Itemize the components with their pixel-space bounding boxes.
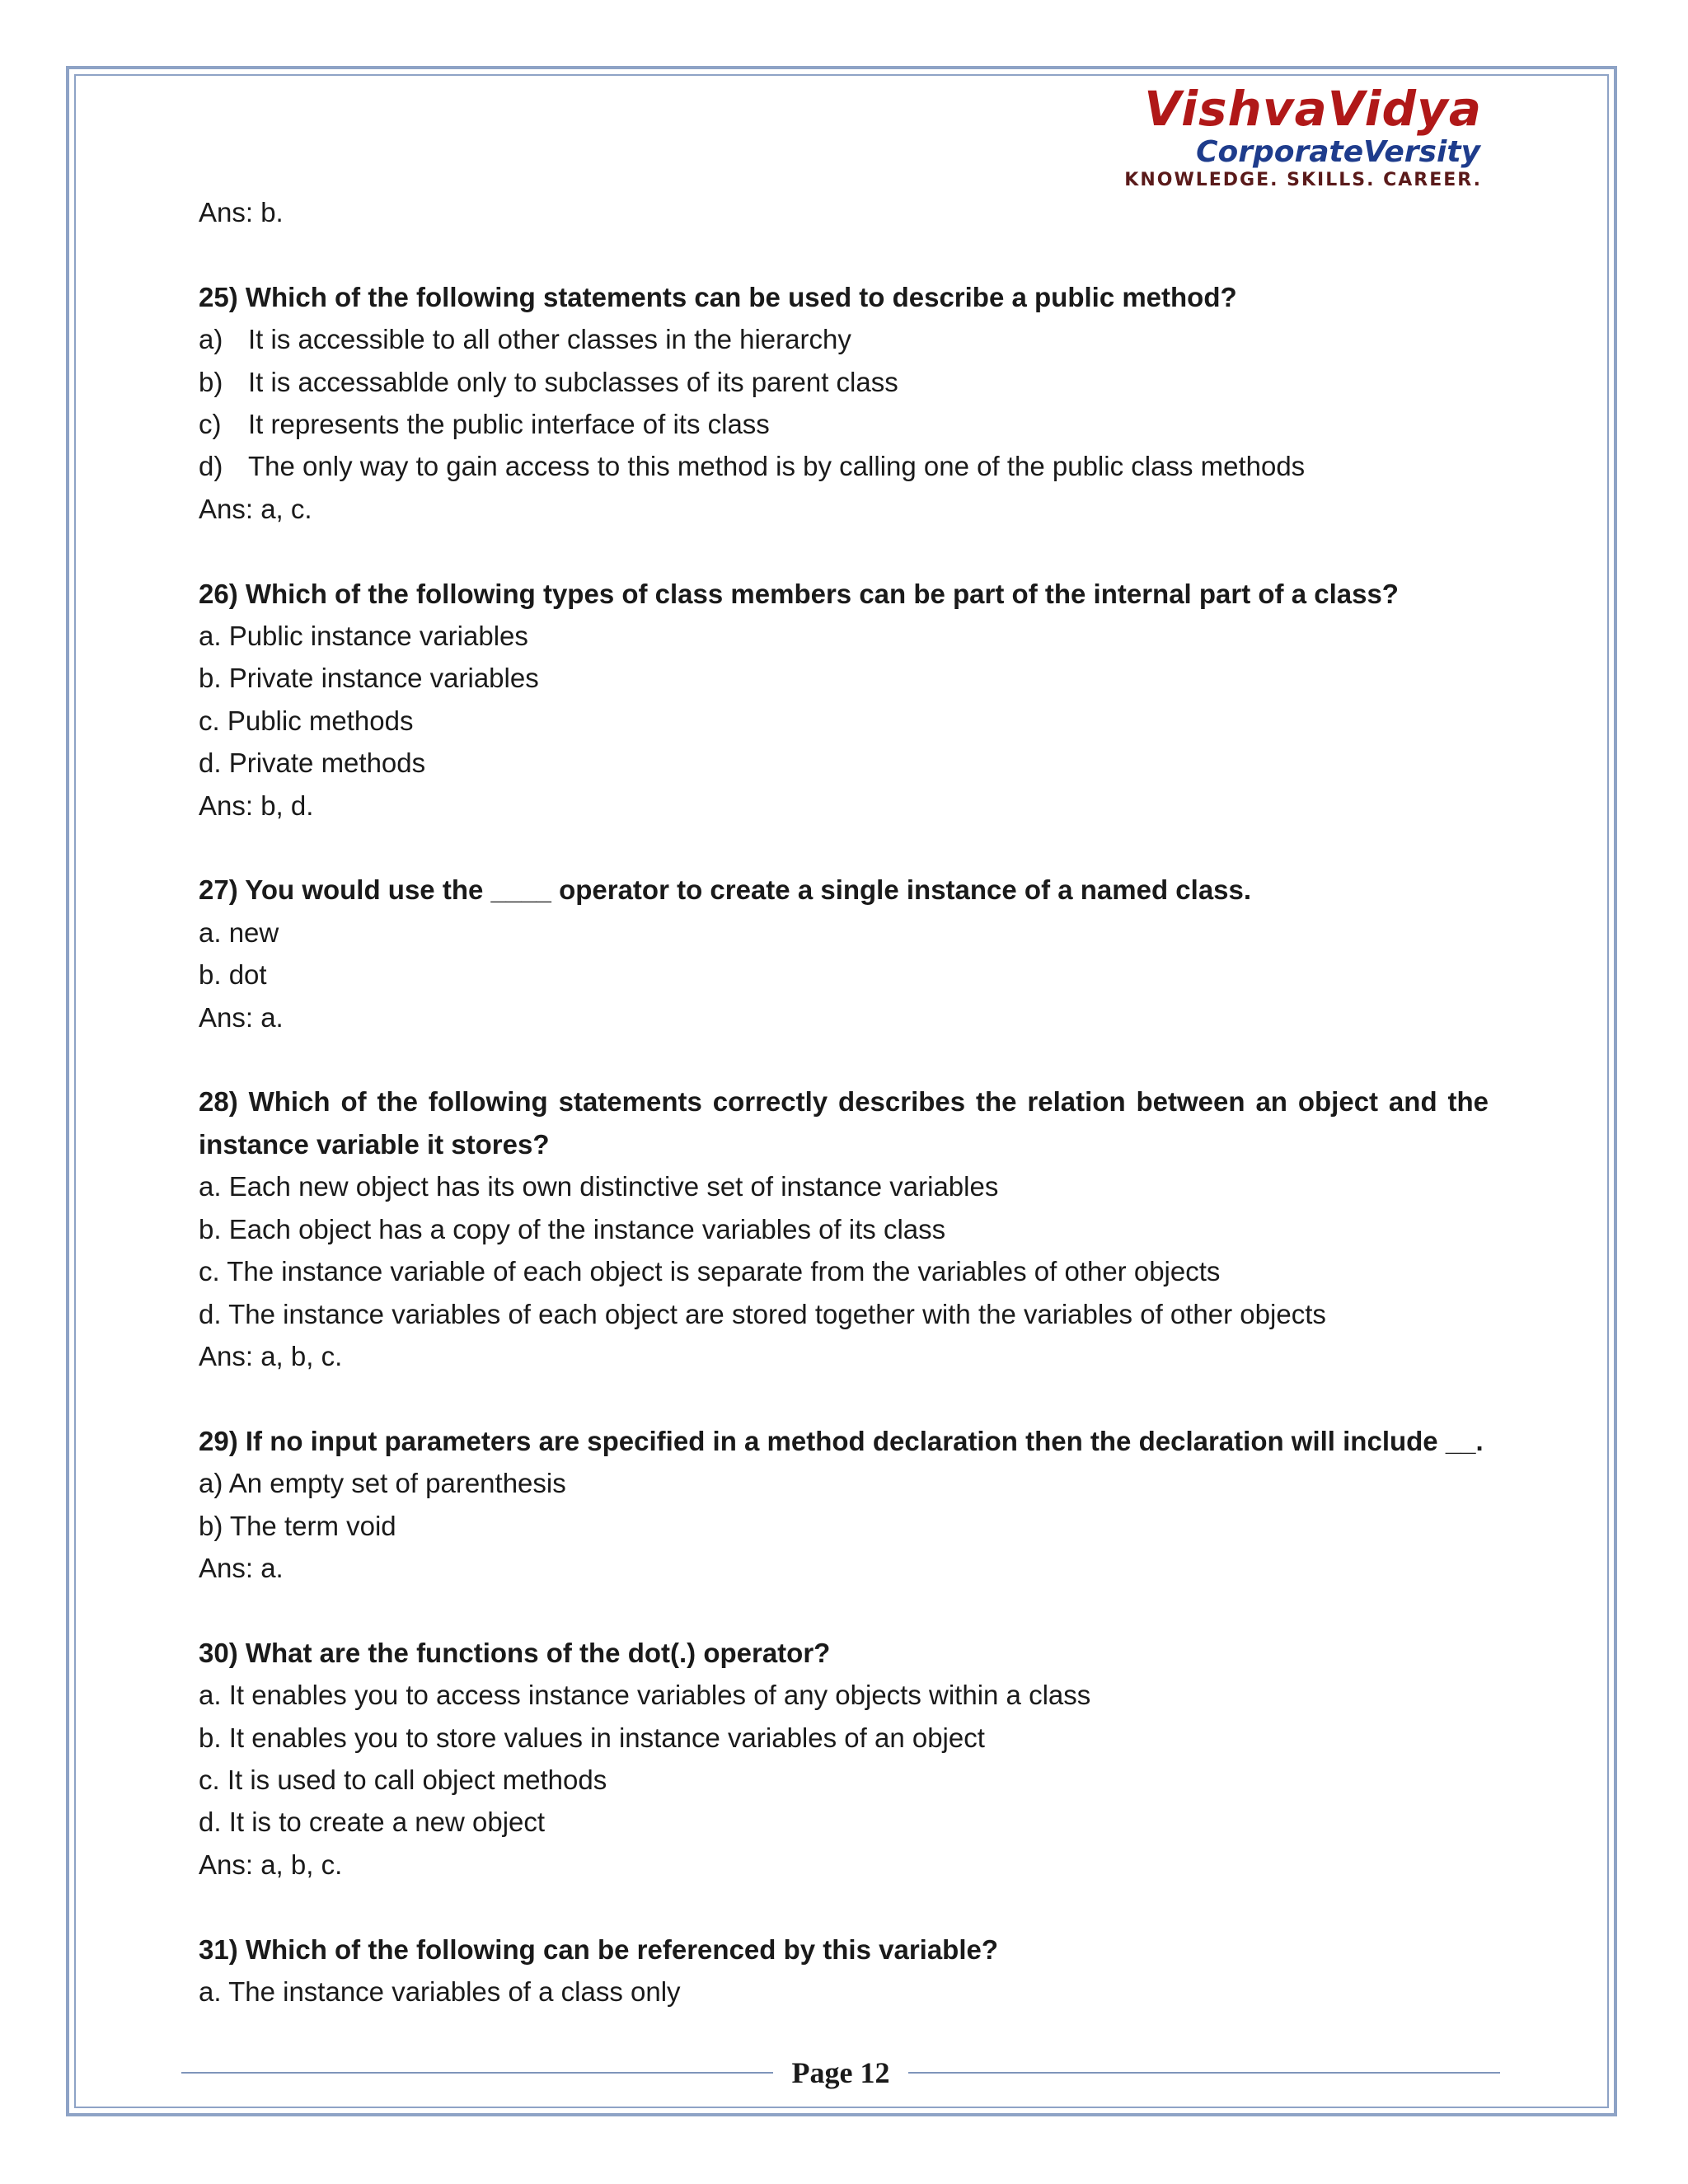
option-item: a) An empty set of parenthesis [199,1468,566,1499]
option-label: b) [199,366,223,397]
option-item: a. It enables you to access instance variables of any objects within a class [199,1680,1091,1711]
answer-line: Ans: a, b, c. [199,1849,343,1880]
answer-line: Ans: a. [199,1001,284,1033]
option-item: b. Private instance variables [199,663,539,694]
option-item [199,445,1489,487]
option-text: It represents the public interface of its class [248,409,770,440]
answer-line: Ans: a, c. [199,493,312,524]
option-item [199,361,1489,403]
answer-line: Ans: a. [199,1552,284,1583]
question-heading: 25) Which of the following statements can be used to describe a public method? [199,281,1237,312]
option-item: a. The instance variables of a class only [199,1975,681,2007]
answer-line: Ans: b. [199,197,284,227]
option-item: b. It enables you to store values in instance variables of an object [199,1722,985,1753]
question-heading: 29) If no input parameters are specified in a method declaration then the declaration will include __. [199,1425,1484,1456]
question-heading: 31) Which of the following can be referenced by this variable? [199,1933,999,1965]
option-item: a. new [199,916,279,948]
option-item [199,318,1489,360]
option-item: d. It is to create a new object [199,1807,546,1838]
question-heading: 26) Which of the following types of class members can be part of the internal part of a class? [199,578,1399,609]
option-item: b. dot [199,959,267,991]
option-item: c. It is used to call object methods [199,1764,607,1795]
option-item: c. Public methods [199,705,414,736]
answer-line: Ans: a, b, c. [199,1340,343,1371]
answer-line: Ans: b, d. [199,790,314,821]
question-heading: 30) What are the functions of the dot(.) operator? [199,1637,831,1668]
option-item: d. Private methods [199,748,426,779]
option-item: b) The term void [199,1510,396,1541]
footer-rule-right [908,2072,1500,2074]
option-text: It is accessible to all other classes in the hierarchy [248,324,851,355]
option-item: b. Each object has a copy of the instance variables of its class [199,1213,946,1244]
option-item: a. Each new object has its own distinctive set of instance variables [199,1171,999,1202]
option-item: d. The instance variables of each object are stored together with the variables of other objects [199,1298,1326,1329]
option-item: c. The instance variable of each object is separate from the variables of other objects [199,1256,1221,1287]
option-label: d) [199,451,223,482]
brand-tagline: KNOWLEDGE. SKILLS. CAREER. [1124,170,1482,190]
brand-logo [1124,82,1482,191]
question-heading: 28) Which of the following statements correctly describes the relation between an object and the instance variable it stores? [199,1086,1489,1160]
option-item: a. Public instance variables [199,621,528,652]
option-text: The only way to gain access to this method is by calling one of the public class methods [248,451,1306,482]
document-body [199,191,1489,2013]
page-footer [181,2052,1500,2093]
option-label: a) [199,324,223,355]
option-label: c) [199,409,222,440]
page-number: Page 12 [791,2056,890,2089]
option-item [199,403,1489,445]
brand-subtitle: CorporateVersity [1196,135,1480,169]
option-text: It is accessablde only to subclasses of its parent class [248,366,898,397]
question-heading: 27) You would use the ____ operator to create a single instance of a named class. [199,874,1252,906]
brand-name: VishvaVidya [1144,81,1482,137]
